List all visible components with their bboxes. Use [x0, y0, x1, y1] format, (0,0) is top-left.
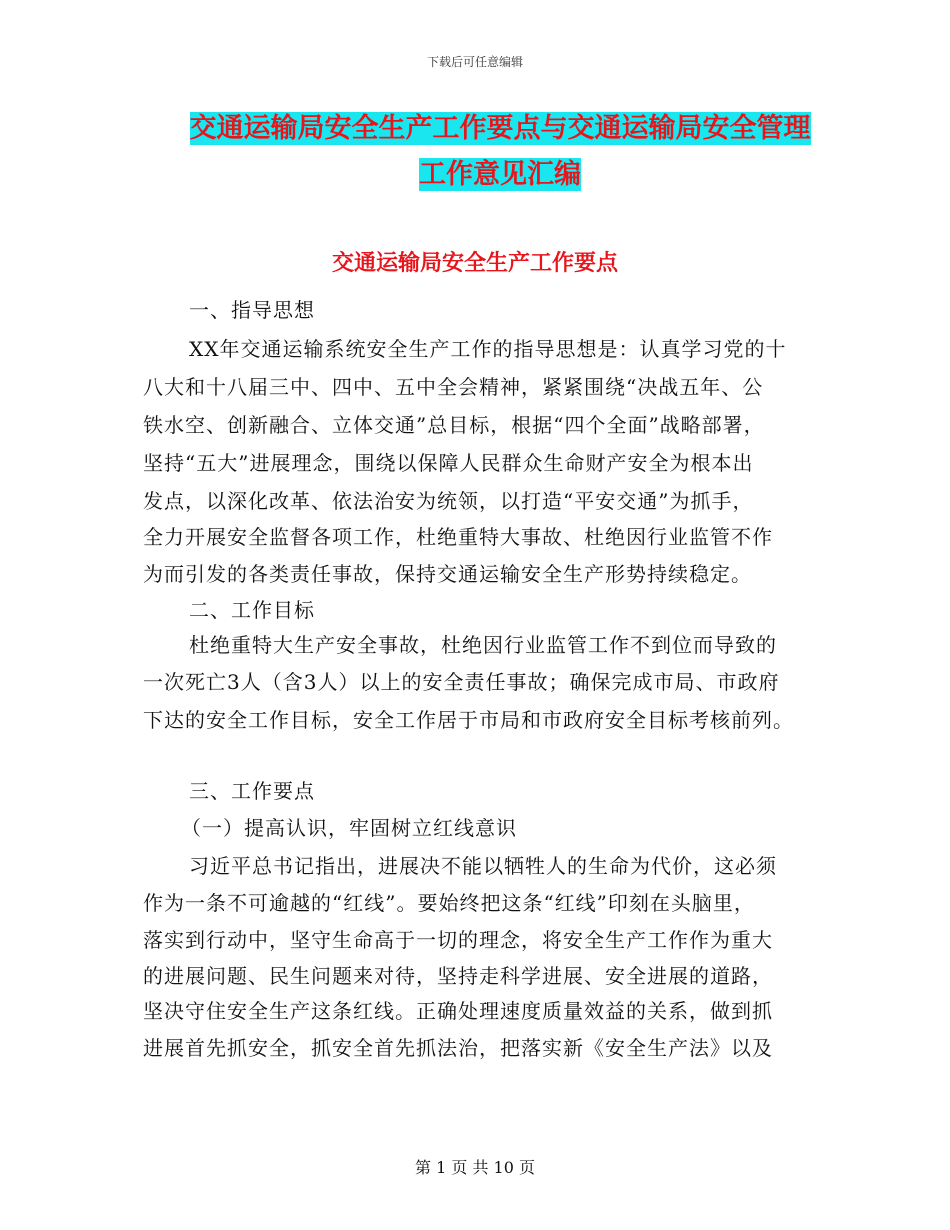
heading-guiding-thought: 一、指导思想	[189, 298, 315, 322]
paragraph-line: 铁水空、创新融合、立体交通”总目标，根据“四个全面”战略部署，	[143, 413, 765, 437]
paragraph-line: 落实到行动中，坚守生命高于一切的理念，将安全生产工作作为重大	[143, 928, 773, 952]
paragraph-line: 为而引发的各类责任事故，保持交通运输安全生产形势持续稳定。	[143, 562, 752, 586]
paragraph-line: 杜绝重特大生产安全事故，杜绝因行业监管工作不到位而导致的	[189, 633, 777, 657]
subheading-raise-awareness: （一）提高认识，牢固树立红线意识	[181, 816, 517, 840]
document-title-line-1: 交通运输局安全生产工作要点与交通运输局安全管理	[189, 113, 811, 144]
paragraph-line: 坚持“五大”进展理念，围绕以保障人民群众生命财产安全为根本出	[143, 451, 754, 475]
paragraph-line: 下达的安全工作目标，安全工作居于市局和市政府安全目标考核前列。	[143, 708, 794, 732]
paragraph-line: 进展首先抓安全，抓安全首先抓法治，把落实新《安全生产法》以及	[143, 1036, 773, 1060]
heading-work-goals: 二、工作目标	[189, 598, 315, 622]
paragraph-line: 发点，以深化改革、依法治安为统领，以打造“平安交通”为抓手，	[143, 489, 754, 513]
section-title: 交通运输局安全生产工作要点	[331, 251, 618, 276]
paragraph-line: 作为一条不可逾越的“红线”。要始终把这条“红线”印刻在头脑里，	[143, 891, 755, 915]
paragraph-line: 坚决守住安全生产这条红线。正确处理速度质量效益的关系，做到抓	[143, 999, 773, 1023]
document-title-line-2: 工作意见汇编	[419, 159, 581, 190]
paragraph-line: 全力开展安全监督各项工作，杜绝重特大事故、杜绝因行业监管不作	[143, 525, 773, 549]
page-footer: 第 1 页 共 10 页	[415, 1158, 535, 1177]
paragraph-line: 习近平总书记指出，进展决不能以牺牲人的生命为代价，这必须	[189, 854, 777, 878]
heading-work-points: 三、工作要点	[189, 779, 315, 803]
paragraph-line: 八大和十八届三中、四中、五中全会精神，紧紧围绕“决战五年、公	[143, 375, 764, 399]
paragraph-line: 的进展问题、民生问题来对待，坚持走科学进展、安全进展的道路，	[143, 964, 773, 988]
paragraph-line: 一次死亡3人（含3人）以上的安全责任事故；确保完成市局、市政府	[143, 670, 780, 694]
paragraph-line: XX年交通运输系统安全生产工作的指导思想是：认真学习党的十	[189, 337, 787, 361]
header-note: 下载后可任意编辑	[426, 55, 523, 69]
